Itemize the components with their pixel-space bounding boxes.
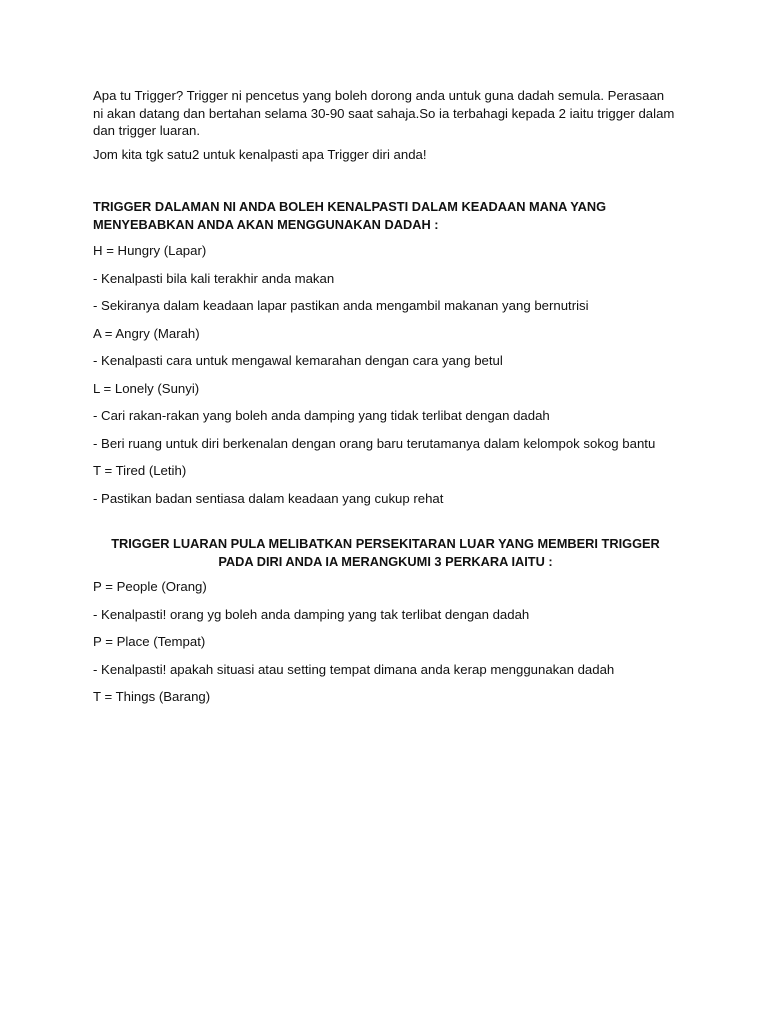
list-item: A = Angry (Marah) [93,325,200,341]
external-trigger-list [93,578,678,706]
internal-trigger-heading: TRIGGER DALAMAN NI ANDA BOLEH KENALPASTI DALAM KEADAAN MANA YANG MENYEBABKAN ANDA AKAN MENGGUNAKAN DADAH : [93,199,607,232]
list-item: - Kenalpasti cara untuk mengawal kemarahan dengan cara yang betul [93,353,503,368]
list-item: - Kenalpasti! orang yg boleh anda damping yang tak terlibat dengan dadah [93,606,530,622]
intro-call-to-action: Jom kita tgk satu2 untuk kenalpasti apa Trigger diri anda! [93,146,427,162]
intro-paragraph: Apa tu Trigger? Trigger ni pencetus yang boleh dorong anda untuk guna dadah semula. Perasaan ni akan datang dan bertahan selama 30-90 saat sahaja.So ia terbahagi kepada 2 iaitu trigger dalam dan trigger luaran. [93,88,675,138]
list-item: - Kenalpasti! apakah situasi atau setting tempat dimana anda kerap menggunakan dadah [93,661,615,677]
list-item: - Beri ruang untuk diri berkenalan dengan orang baru terutamanya dalam kelompok sokog bantu [93,435,656,451]
list-item: L = Lonely (Sunyi) [93,380,200,396]
list-item: P = People (Orang) [93,579,207,594]
list-item: T = Tired (Letih) [93,463,187,478]
internal-trigger-list [93,242,678,507]
list-item: T = Things (Barang) [93,689,211,704]
list-item: - Pastikan badan sentiasa dalam keadaan yang cukup rehat [93,490,444,506]
list-item: - Cari rakan-rakan yang boleh anda damping yang tidak terlibat dengan dadah [93,408,550,423]
list-item: - Sekiranya dalam keadaan lapar pastikan anda mengambil makanan yang bernutrisi [93,298,589,313]
list-item: H = Hungry (Lapar) [93,243,207,258]
list-item: - Kenalpasti bila kali terakhir anda makan [93,270,335,286]
external-trigger-heading: TRIGGER LUARAN PULA MELIBATKAN PERSEKITARAN LUAR YANG MEMBERI TRIGGER PADA DIRI ANDA IA MERANGKUMI 3 PERKARA IAITU : [111,536,660,569]
document-page [93,87,678,716]
list-item: P = Place (Tempat) [93,634,206,649]
